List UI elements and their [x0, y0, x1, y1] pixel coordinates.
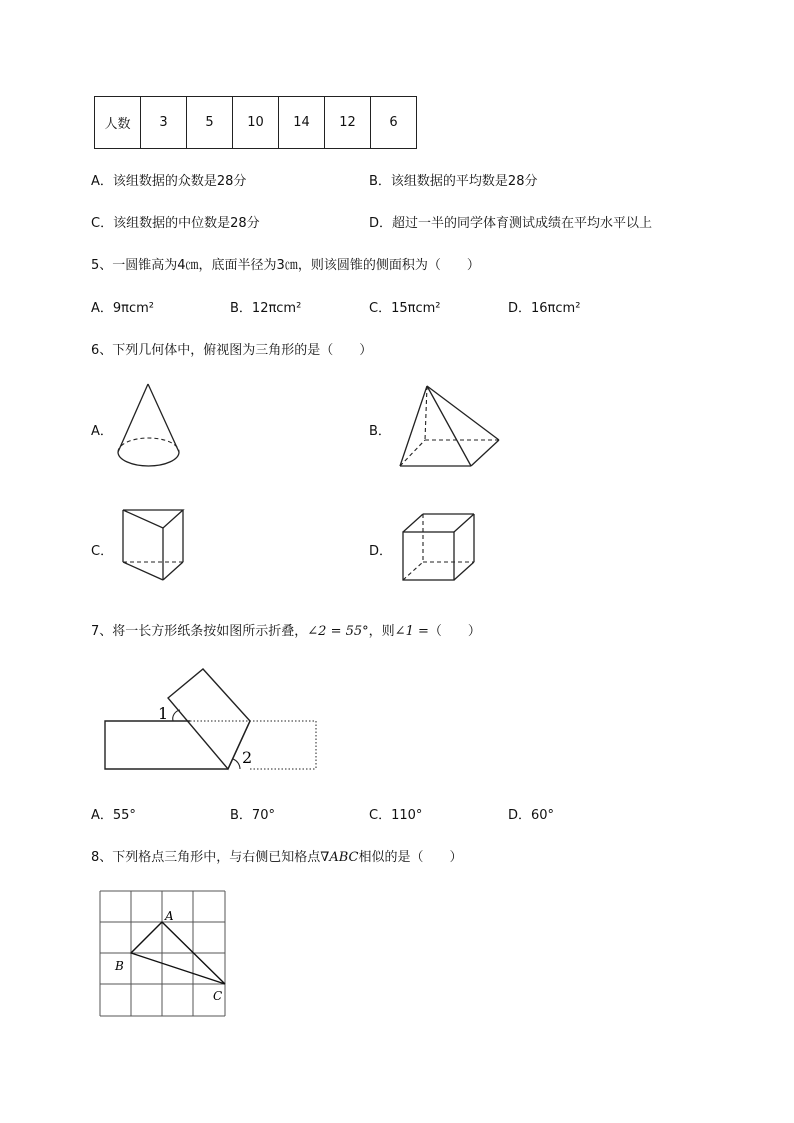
q7-stem-post: （ ） [428, 624, 481, 639]
vertex-c-label: C [213, 989, 223, 1003]
table-cell: 3 [141, 97, 187, 149]
score-table [94, 96, 417, 149]
q8-stem-post: 相似的是（ ） [358, 850, 463, 865]
q5-option-d: D．16πcm² [508, 301, 581, 316]
table-cell: 12 [325, 97, 371, 149]
table-cell: 14 [279, 97, 325, 149]
vertex-b-label: B [115, 959, 124, 973]
q6-option-d-label: D． [369, 544, 393, 559]
q8-triangle-name: ∇ABC [320, 850, 359, 865]
folded-strip-figure [100, 664, 322, 776]
table-cell: 6 [371, 97, 417, 149]
cone-figure [110, 382, 190, 472]
pyramid-figure [395, 384, 505, 474]
vertex-a-label: A [165, 909, 174, 923]
q7-asked-angle: ∠1 = [394, 624, 429, 639]
prism-figure [118, 506, 190, 586]
q4-option-c: C．该组数据的中位数是28分 [91, 216, 260, 231]
table-cell: 5 [187, 97, 233, 149]
table-row [95, 97, 417, 149]
q4-option-a: A．该组数据的众数是28分 [91, 174, 247, 189]
q5-option-b: B．12πcm² [230, 301, 302, 316]
q7-given-angle: ∠2 = 55° [307, 624, 369, 639]
q5-stem: 5、一圆锥高为4㎝，底面半径为3㎝，则该圆锥的侧面积为（ ） [91, 258, 480, 273]
q7-stem-pre: 7、将一长方形纸条按如图所示折叠， [91, 624, 308, 639]
q6-stem: 6、下列几何体中，俯视图为三角形的是（ ） [91, 343, 373, 358]
q6-option-b-label: B． [369, 424, 391, 439]
q7-option-a: A．55° [91, 808, 136, 823]
q5-option-a: A．9πcm² [91, 301, 155, 316]
cube-figure [398, 510, 480, 586]
q7-stem [91, 620, 481, 639]
q7-stem-mid: ，则 [368, 624, 395, 639]
angle-2-label: 2 [242, 748, 253, 767]
q6-option-a-label: A． [91, 424, 113, 439]
table-cell: 10 [233, 97, 279, 149]
q7-option-b: B．70° [230, 808, 275, 823]
q5-option-c: C．15πcm² [369, 301, 441, 316]
q6-option-c-label: C． [91, 544, 114, 559]
angle-1-label: 1 [158, 704, 169, 723]
table-header-cell: 人数 [95, 97, 141, 149]
q8-stem-pre: 8、下列格点三角形中，与右侧已知格点 [91, 850, 321, 865]
grid-triangle-figure [99, 890, 239, 1022]
q8-stem [91, 846, 463, 865]
q4-option-b: B．该组数据的平均数是28分 [369, 174, 538, 189]
q4-option-d: D．超过一半的同学体育测试成绩在平均水平以上 [369, 216, 653, 231]
q7-option-d: D．60° [508, 808, 555, 823]
q7-option-c: C．110° [369, 808, 423, 823]
